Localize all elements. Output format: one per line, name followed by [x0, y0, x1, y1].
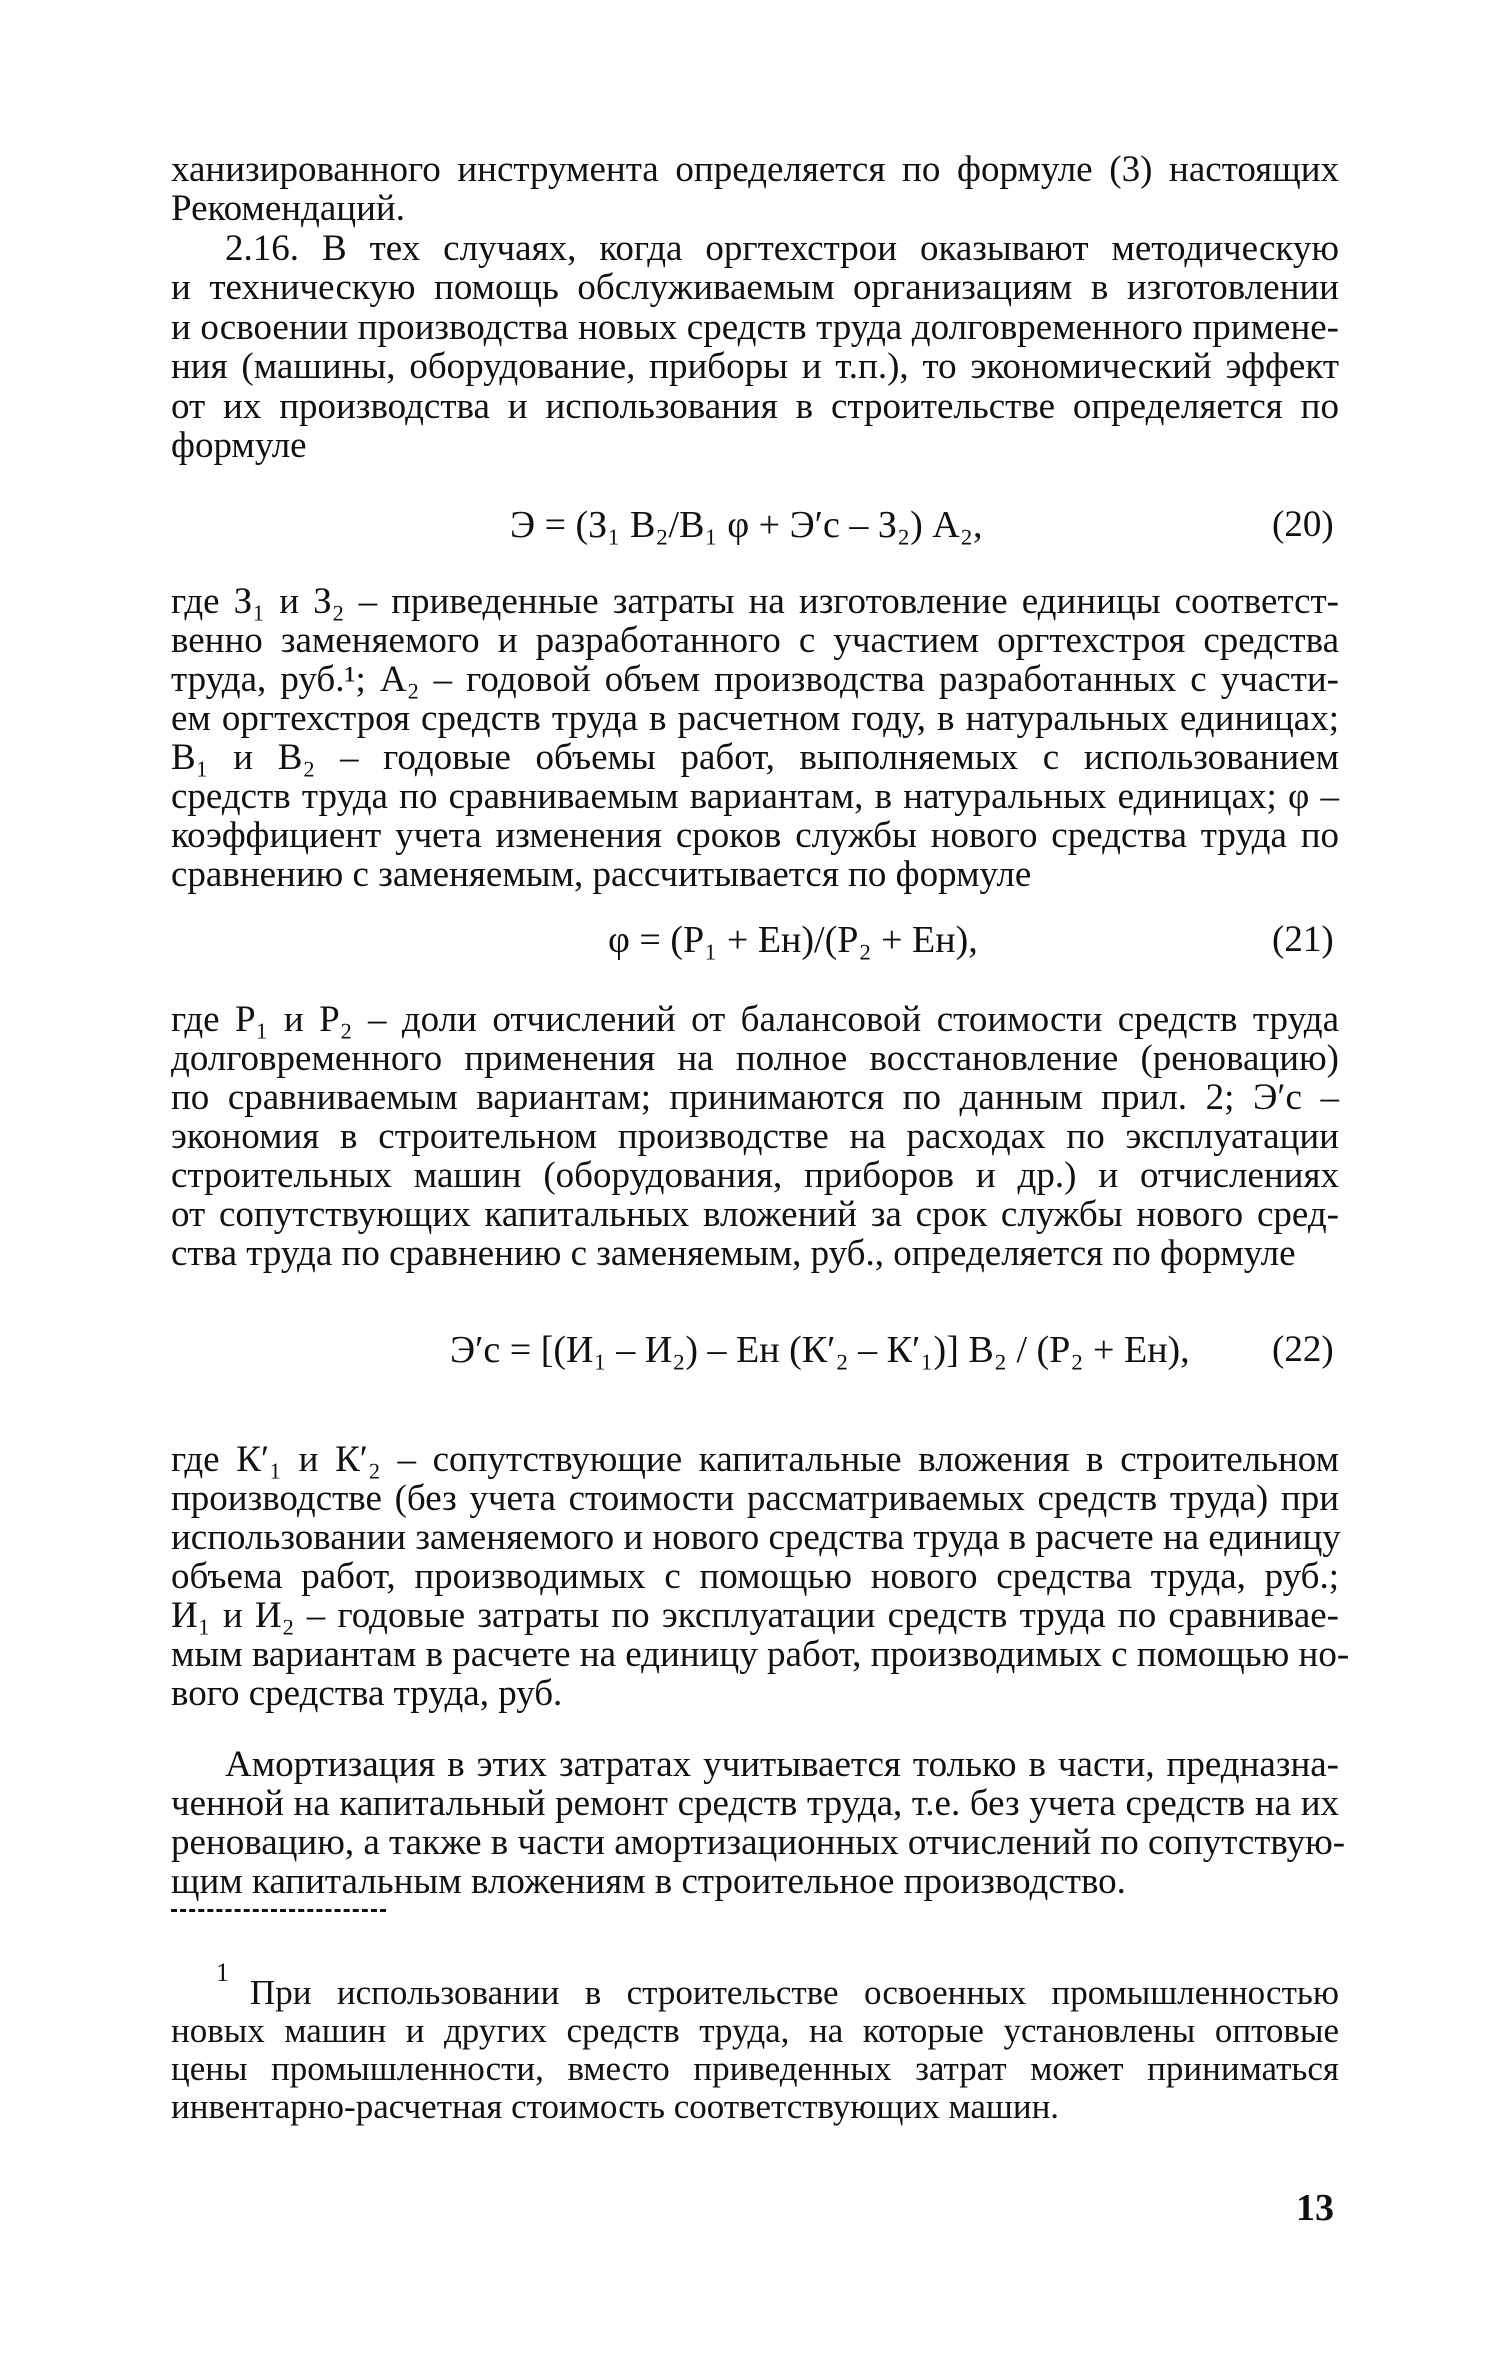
text-line: венно заменяемого и разработанного с участием оргтехстроя средства: [171, 620, 1339, 661]
text-line: труда, руб.¹; А₂ – годовой объем производства разработанных с участи-: [171, 659, 1339, 700]
footnote-line: инвентарно-расчетная стоимость соответствующих машин.: [171, 2087, 1060, 2126]
text-line: мым вариантам в расчете на единицу работ, производимых с помощью но-: [171, 1634, 1350, 1675]
footnote-line: цены промышленности, вместо приведенных затрат может приниматься: [171, 2049, 1339, 2088]
text-line: ченной на капитальный ремонт средств труда, т.е. без учета средств на их: [171, 1783, 1339, 1824]
text-line: ния (машины, оборудование, приборы и т.п.), то экономический эффект: [171, 346, 1339, 387]
page-number: 13: [1296, 2187, 1334, 2229]
formula-20: Э = (З₁ В₂/В₁ φ + Э′с – З₂) А₂,: [510, 504, 983, 546]
text-line: формуле: [171, 425, 307, 466]
text-line: В₁ и В₂ – годовые объемы работ, выполняемых с использованием: [171, 737, 1339, 778]
text-line: 2.16. В тех случаях, когда оргтехстрои оказывают методическую: [225, 228, 1339, 269]
text-line: от их производства и использования в строительстве определяется по: [171, 386, 1339, 427]
text-line: где Р₁ и Р₂ – доли отчислений от балансовой стоимости средств труда: [171, 999, 1339, 1040]
text-line: вого средства труда, руб.: [171, 1673, 563, 1714]
text-line: ем оргтехстроя средств труда в расчетном году, в натуральных единицах;: [171, 698, 1339, 739]
text-line: Амортизация в этих затратах учитывается только в части, предназна-: [225, 1744, 1339, 1785]
text-line: экономия в строительном производстве на расходах по эксплуатации: [171, 1116, 1339, 1157]
footnote-line: При использовании в строительстве освоенных промышленностью: [250, 1973, 1339, 2012]
text-line: от сопутствующих капитальных вложений за срок службы нового сред-: [171, 1194, 1339, 1235]
equation-number-21: (21): [1272, 919, 1334, 960]
text-line: ханизированного инструмента определяется по формуле (3) настоящих: [171, 149, 1339, 190]
text-line: сравнению с заменяемым, рассчитывается по формуле: [171, 854, 1032, 895]
footnote-line: новых машин и других средств труда, на которые установлены оптовые: [171, 2011, 1339, 2050]
equation-number-22: (22): [1272, 1329, 1334, 1370]
text-line: коэффициент учета изменения сроков службы нового средства труда по: [171, 815, 1339, 856]
formula-22: Э′с = [(И₁ – И₂) – Ен (К′₂ – К′₁)] В₂ / (Р₂ + Ен),: [450, 1329, 1190, 1371]
text-line: реновацию, а также в части амортизационных отчислений по сопутствую-: [171, 1822, 1346, 1863]
text-line: где К′₁ и К′₂ – сопутствующие капитальные вложения в строительном: [171, 1439, 1339, 1480]
equation-number-20: (20): [1272, 504, 1334, 545]
text-line: щим капитальным вложениям в строительное производство.: [171, 1861, 1126, 1902]
text-line: использовании заменяемого и нового средства труда в расчете на единицу: [171, 1517, 1341, 1558]
text-line: долговременного применения на полное восстановление (реновацию): [171, 1038, 1339, 1079]
text-line: строительных машин (оборудования, приборов и др.) и отчислениях: [171, 1155, 1339, 1196]
text-line: производстве (без учета стоимости рассматриваемых средств труда) при: [171, 1478, 1339, 1519]
text-line: ства труда по сравнению с заменяемым, руб., определяется по формуле: [171, 1233, 1296, 1274]
text-line: И₁ и И₂ – годовые затраты по эксплуатации средств труда по сравнивае-: [171, 1595, 1339, 1636]
text-line: объема работ, производимых с помощью нового средства труда, руб.;: [171, 1556, 1339, 1597]
text-line: средств труда по сравниваемым вариантам, в натуральных единицах; φ –: [171, 776, 1339, 817]
text-line: по сравниваемым вариантам; принимаются по данным прил. 2; Э′с –: [171, 1077, 1339, 1118]
text-line: и техническую помощь обслуживаемым организациям в изготовлении: [171, 267, 1339, 308]
text-line: где З₁ и З₂ – приведенные затраты на изготовление единицы соответст-: [171, 581, 1339, 622]
text-line: Рекомендаций.: [171, 188, 405, 229]
footnote-divider: [171, 1909, 386, 1912]
footnote-marker: 1: [216, 1958, 229, 1987]
text-line: и освоении производства новых средств труда долговременного примене-: [171, 307, 1339, 348]
formula-21: φ = (Р₁ + Ен)/(Р₂ + Ен),: [608, 919, 978, 961]
